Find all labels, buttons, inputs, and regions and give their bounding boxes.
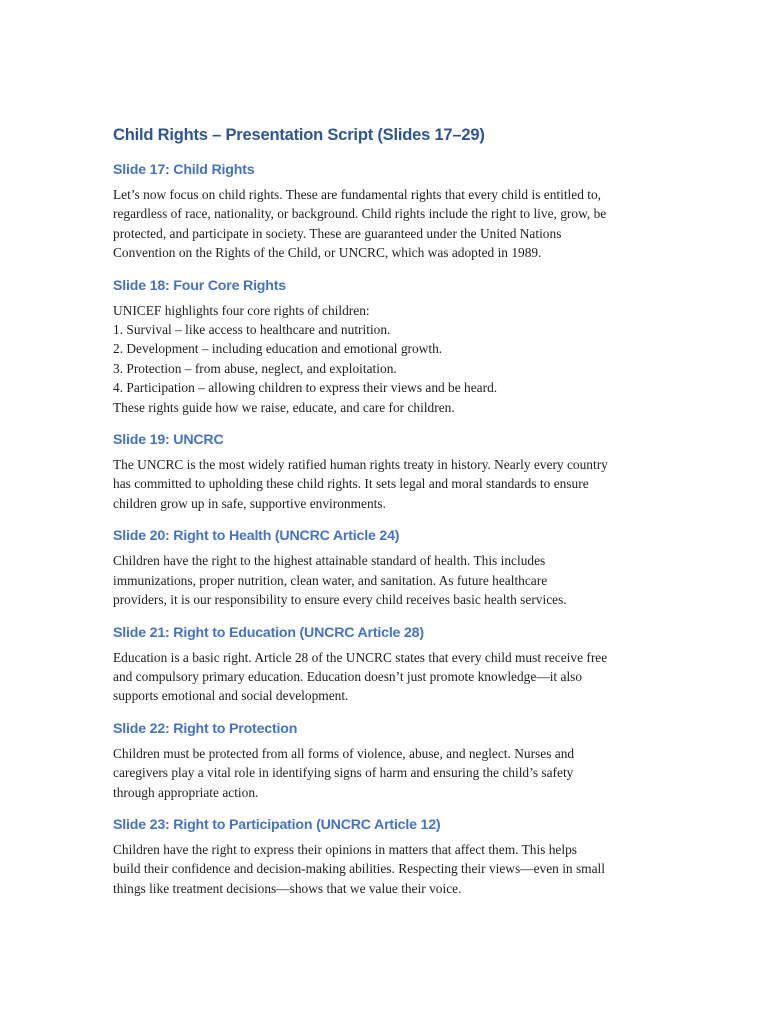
list-item: 2. Development – including education and emotional growth.: [113, 341, 443, 357]
section-slide-19: [113, 430, 658, 513]
text-line: children grow up in safe, supportive environments.: [113, 495, 386, 511]
slide-paragraph: [113, 185, 658, 263]
text-line: things like treatment decisions—shows that we value their voice.: [113, 880, 462, 896]
text-line: Children have the right to the highest attainable standard of health. This includes: [113, 553, 546, 569]
text-line: UNICEF highlights four core rights of children:: [113, 302, 370, 318]
text-line: caregivers play a vital role in identifying signs of harm and ensuring the child’s safety: [113, 765, 574, 781]
section-slide-22: [113, 719, 658, 802]
text-line: and compulsory primary education. Education doesn’t just promote knowledge—it also: [113, 668, 583, 684]
document-title: Child Rights – Presentation Script (Slides 17–29): [113, 126, 485, 144]
slide-heading: Slide 21: Right to Education (UNCRC Article 28): [113, 624, 424, 641]
text-line: providers, it is our responsibility to ensure every child receives basic health services.: [113, 592, 567, 608]
text-line: Let’s now focus on child rights. These are fundamental rights that every child is entitled to,: [113, 187, 602, 202]
slide-paragraph: [113, 648, 658, 706]
section-slide-20: [113, 526, 658, 609]
section-slide-21: [113, 623, 658, 706]
slide-heading: Slide 19: UNCRC: [113, 432, 224, 449]
slide-paragraph: [113, 455, 658, 513]
text-line: Children have the right to express their opinions in matters that affect them. This helps: [113, 841, 577, 857]
slide-paragraph: [113, 301, 658, 417]
text-line: build their confidence and decision-making abilities. Respecting their views—even in small: [113, 861, 605, 877]
text-line: Convention on the Rights of the Child, or UNCRC, which was adopted in 1989.: [113, 245, 542, 261]
section-slide-23: [113, 815, 658, 898]
slide-heading: Slide 17: Child Rights: [113, 162, 255, 178]
text-line: has committed to upholding these child rights. It sets legal and moral standards to ensure: [113, 476, 589, 492]
slide-heading: Slide 18: Four Core Rights: [113, 277, 286, 294]
text-line: supports emotional and social development.: [113, 688, 349, 704]
section-slide-18: [113, 276, 658, 417]
text-line: Children must be protected from all forms of violence, abuse, and neglect. Nurses and: [113, 745, 575, 761]
text-line: The UNCRC is the most widely ratified human rights treaty in history. Nearly every country: [113, 457, 608, 473]
text-line: through appropriate action.: [113, 784, 259, 800]
list-item: 3. Protection – from abuse, neglect, and exploitation.: [113, 360, 397, 376]
list-item: 1. Survival – like access to healthcare and nutrition.: [113, 322, 391, 338]
document-body: [113, 124, 658, 911]
slide-heading: Slide 23: Right to Participation (UNCRC Article 12): [113, 816, 441, 833]
slide-paragraph: [113, 744, 658, 802]
slide-heading: Slide 22: Right to Protection: [113, 720, 298, 737]
text-line: Education is a basic right. Article 28 of the UNCRC states that every child must receive free: [113, 649, 608, 665]
section-slide-17: [113, 160, 658, 263]
slide-paragraph: [113, 840, 658, 898]
text-line: These rights guide how we raise, educate, and care for children.: [113, 399, 455, 415]
slide-paragraph: [113, 551, 658, 609]
text-line: immunizations, proper nutrition, clean water, and sanitation. As future healthcare: [113, 572, 548, 588]
text-line: protected, and participate in society. These are guaranteed under the United Nations: [113, 225, 562, 241]
text-line: regardless of race, nationality, or background. Child rights include the right to live, grow, be: [113, 206, 607, 222]
slide-heading: Slide 20: Right to Health (UNCRC Article 24): [113, 528, 400, 545]
list-item: 4. Participation – allowing children to express their views and be heard.: [113, 380, 498, 396]
